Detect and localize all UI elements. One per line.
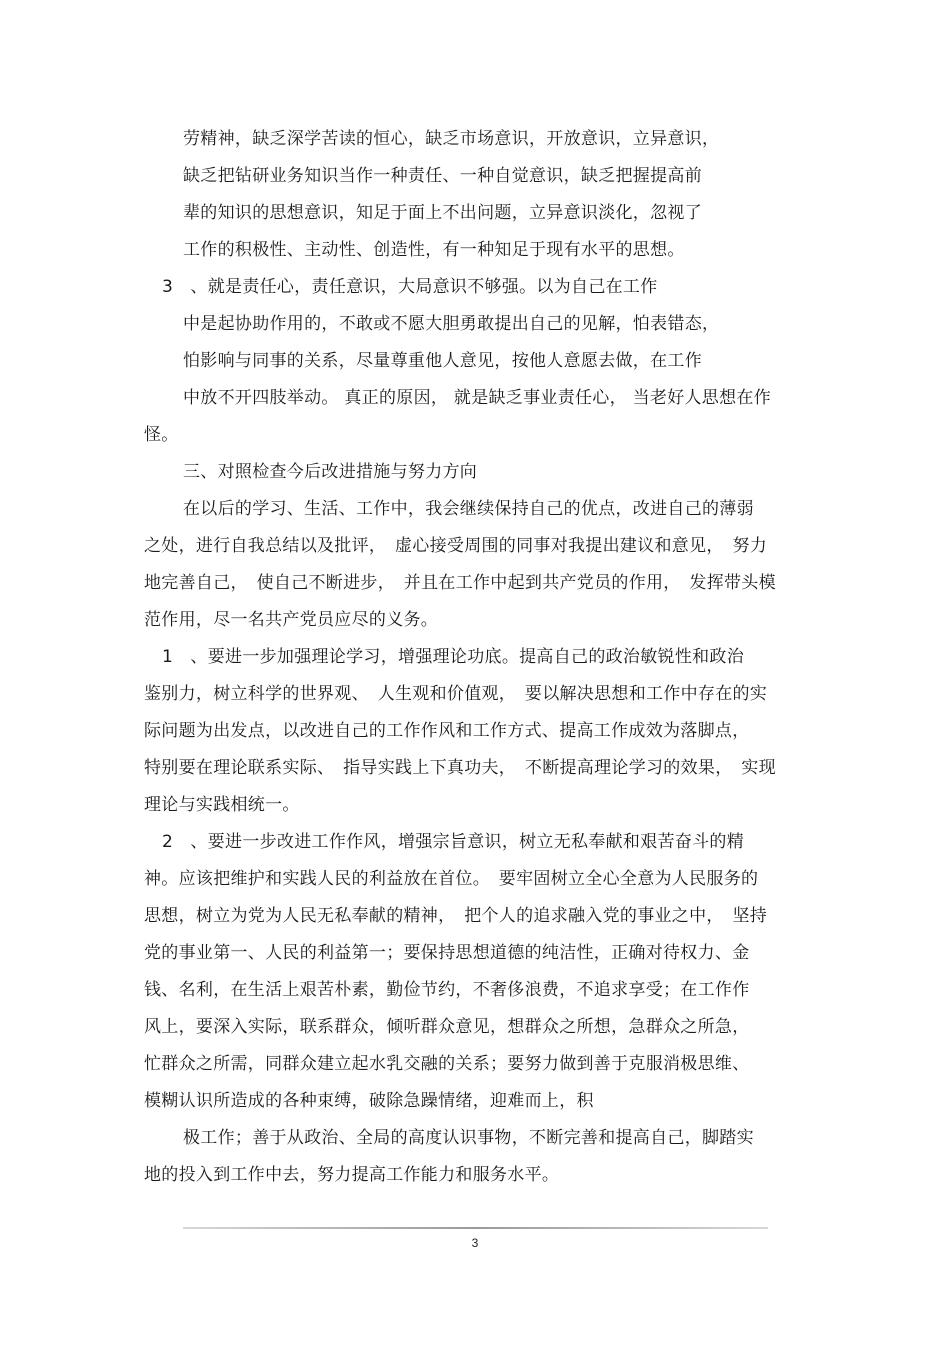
text-line: 地的投入到工作中去，努力提高工作能力和服务水平。	[144, 1165, 560, 1185]
text-line: 在以后的学习、生活、工作中，我会继续保持自己的优点，改进自己的薄弱	[183, 499, 754, 519]
section-heading: 三、对照检查今后改进措施与努力方向	[183, 462, 478, 482]
text-line: 模糊认识所造成的各种束缚，破除急躁情绪，迎难而上，积	[144, 1091, 594, 1111]
text-line: 怪。	[144, 425, 179, 445]
text-line: 际问题为出发点，以改进自己的工作作风和工作方式、提高工作成效为落脚点，	[144, 721, 750, 741]
text-line: 思想，树立为党为人民无私奉献的精神， 把个人的追求融入党的事业之中， 坚持	[144, 906, 768, 926]
text-line: 中是起协助作用的，不敢或不愿大胆勇敢提出自己的见解，怕表错态，	[183, 314, 720, 334]
text-line: 之处，进行自我总结以及批评， 虚心接受周围的同事对我提出建议和意见， 努力	[144, 536, 768, 556]
text-line: 理论与实践相统一。	[144, 795, 300, 815]
text-line: 1 、要进一步加强理论学习，增强理论功底。提高自己的政治敏锐性和政治	[162, 647, 745, 667]
text-line: 鉴别力，树立科学的世界观、 人生观和价值观， 要以解决思想和工作中存在的实	[144, 684, 768, 704]
text-line: 劳精神，缺乏深学苦读的恒心，缺乏市场意识，开放意识，立异意识，	[183, 129, 720, 149]
text-line: 钱、名利，在生活上艰苦朴素，勤俭节约，不奢侈浪费，不追求享受；在工作作	[144, 980, 750, 1000]
text-line: 工作的积极性、主动性、创造性，有一种知足于现有水平的思想。	[183, 240, 685, 260]
footer-divider	[183, 1227, 768, 1229]
text-line: 中放不开四肢举动。 真正的原因， 就是缺乏事业责任心， 当老好人思想在作	[183, 388, 772, 408]
text-line: 忙群众之所需，同群众建立起水乳交融的关系；要努力做到善于克服消极思维、	[144, 1054, 750, 1074]
page-number: 3	[471, 1236, 479, 1250]
text-line: 党的事业第一、人民的利益第一；要保持思想道德的纯洁性，正确对待权力、金	[144, 943, 750, 963]
text-line: 辈的知识的思想意识，知足于面上不出问题，立异意识淡化，忽视了	[183, 203, 702, 223]
text-line: 风上，要深入实际，联系群众，倾听群众意见，想群众之所想，急群众之所急，	[144, 1017, 750, 1037]
text-line: 怕影响与同事的关系，尽量尊重他人意见，按他人意愿去做，在工作	[183, 351, 702, 371]
text-line: 3 、就是责任心，责任意识，大局意识不够强。以为自己在工作	[162, 277, 658, 297]
text-line: 极工作；善于从政治、全局的高度认识事物，不断完善和提高自己，脚踏实	[183, 1128, 754, 1148]
text-line: 范作用，尽一名共产党员应尽的义务。	[144, 610, 439, 630]
text-line: 2 、要进一步改进工作作风，增强宗旨意识，树立无私奉献和艰苦奋斗的精	[162, 832, 745, 852]
text-line: 神。应该把维护和实践人民的利益放在首位。 要牢固树立全心全意为人民服务的	[144, 869, 759, 889]
text-line: 缺乏把钻研业务知识当作一种责任、一种自觉意识，缺乏把握提高前	[183, 166, 702, 186]
text-line: 地完善自己， 使自己不断进步， 并且在工作中起到共产党员的作用， 发挥带头模	[144, 573, 776, 593]
text-line: 特别要在理论联系实际、 指导实践上下真功夫， 不断提高理论学习的效果， 实现	[144, 758, 776, 778]
